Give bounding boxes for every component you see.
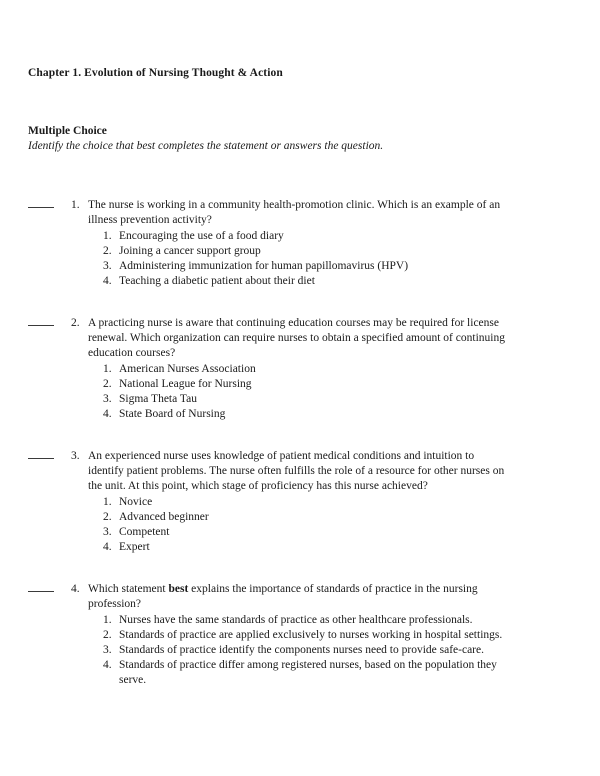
question-stem <box>88 316 512 361</box>
question-row <box>28 198 512 289</box>
question-stem-part: An experienced nurse uses knowledge of patient medical conditions and intuition to identify patient problems. The nurse often fulfills the role of a resource for other nurses on the unit. At this point, which stage of proficiency has this nurse achieved? <box>88 450 505 492</box>
option-list <box>88 495 512 555</box>
option-item[interactable] <box>103 229 512 244</box>
question-item <box>28 316 512 422</box>
question-stem-part: A practicing nurse is aware that continuing education courses may be required for license renewal. Which organization can require nurses to obtain a specified amount of continuing education courses? <box>88 317 505 359</box>
question-stem-part: The nurse is working in a community health-promotion clinic. Which is an example of an illness prevention activity? <box>88 199 501 226</box>
page-title: Chapter 1. Evolution of Nursing Thought & Action <box>28 67 283 79</box>
option-item[interactable] <box>103 525 512 540</box>
option-item[interactable] <box>103 658 512 688</box>
option-marker: 3. <box>103 644 112 656</box>
question-body <box>88 316 512 422</box>
option-text: State Board of Nursing <box>119 408 226 420</box>
section-instruction: Identify the choice that best completes the statement or answers the question. <box>28 140 384 152</box>
option-marker: 2. <box>103 378 112 390</box>
section-heading: Multiple Choice <box>28 125 107 137</box>
option-list <box>88 613 512 688</box>
option-text: Novice <box>119 496 153 508</box>
option-text: American Nurses Association <box>119 363 256 375</box>
question-row <box>28 449 512 555</box>
option-item[interactable] <box>103 540 512 555</box>
question-item <box>28 449 512 555</box>
option-marker: 2. <box>103 245 112 257</box>
option-item[interactable] <box>103 392 512 407</box>
option-marker: 4. <box>103 408 112 420</box>
option-marker: 1. <box>103 614 112 626</box>
option-item[interactable] <box>103 259 512 274</box>
question-number: 4. <box>71 583 80 595</box>
option-text: Expert <box>119 541 150 553</box>
question-body <box>88 582 512 688</box>
question-stem <box>88 198 512 228</box>
question-body <box>88 449 512 555</box>
question-item <box>28 582 512 688</box>
option-text: Competent <box>119 526 170 538</box>
question-stem-part: Which statement <box>88 583 169 595</box>
option-marker: 3. <box>103 260 112 272</box>
option-marker: 1. <box>103 230 112 242</box>
option-item[interactable] <box>103 362 512 377</box>
option-item[interactable] <box>103 377 512 392</box>
answer-blank-field[interactable] <box>28 458 54 459</box>
option-marker: 3. <box>103 393 112 405</box>
answer-blank-field[interactable] <box>28 207 54 208</box>
answer-blank-field[interactable] <box>28 591 54 592</box>
option-text: Nurses have the same standards of practice as other healthcare professionals. <box>119 614 473 626</box>
option-text: Sigma Theta Tau <box>119 393 197 405</box>
question-row <box>28 582 512 688</box>
option-item[interactable] <box>103 495 512 510</box>
option-item[interactable] <box>103 274 512 289</box>
question-number: 2. <box>71 317 80 329</box>
option-text: Standards of practice are applied exclusively to nurses working in hospital settings. <box>119 629 503 641</box>
question-stem-part: explains the importance of standards of practice in the nursing profession? <box>88 583 478 610</box>
question-number: 3. <box>71 450 80 462</box>
option-marker: 1. <box>103 496 112 508</box>
option-text: Administering immunization for human papillomavirus (HPV) <box>119 260 409 272</box>
option-marker: 4. <box>103 275 112 287</box>
question-number: 1. <box>71 199 80 211</box>
option-marker: 2. <box>103 511 112 523</box>
option-list <box>88 362 512 422</box>
option-text: Teaching a diabetic patient about their diet <box>119 275 315 287</box>
option-marker: 2. <box>103 629 112 641</box>
answer-blank-field[interactable] <box>28 325 54 326</box>
option-text: Standards of practice identify the components nurses need to provide safe-care. <box>119 644 484 656</box>
option-marker: 3. <box>103 526 112 538</box>
question-list <box>28 198 512 688</box>
option-marker: 4. <box>103 659 112 671</box>
question-body <box>88 198 512 289</box>
option-text: National League for Nursing <box>119 378 252 390</box>
multiple-choice-section-header <box>28 124 512 154</box>
question-stem-emphasis: best <box>168 583 189 595</box>
option-item[interactable] <box>103 613 512 628</box>
question-stem <box>88 582 512 612</box>
option-text: Joining a cancer support group <box>119 245 261 257</box>
option-item[interactable] <box>103 643 512 658</box>
option-marker: 4. <box>103 541 112 553</box>
option-item[interactable] <box>103 407 512 422</box>
option-text: Standards of practice differ among registered nurses, based on the population they serve. <box>119 659 497 686</box>
option-text: Encouraging the use of a food diary <box>119 230 284 242</box>
option-list <box>88 229 512 289</box>
option-marker: 1. <box>103 363 112 375</box>
option-text: Advanced beginner <box>119 511 209 523</box>
option-item[interactable] <box>103 628 512 643</box>
option-item[interactable] <box>103 244 512 259</box>
question-item <box>28 198 512 289</box>
option-item[interactable] <box>103 510 512 525</box>
question-stem <box>88 449 512 494</box>
question-row <box>28 316 512 422</box>
